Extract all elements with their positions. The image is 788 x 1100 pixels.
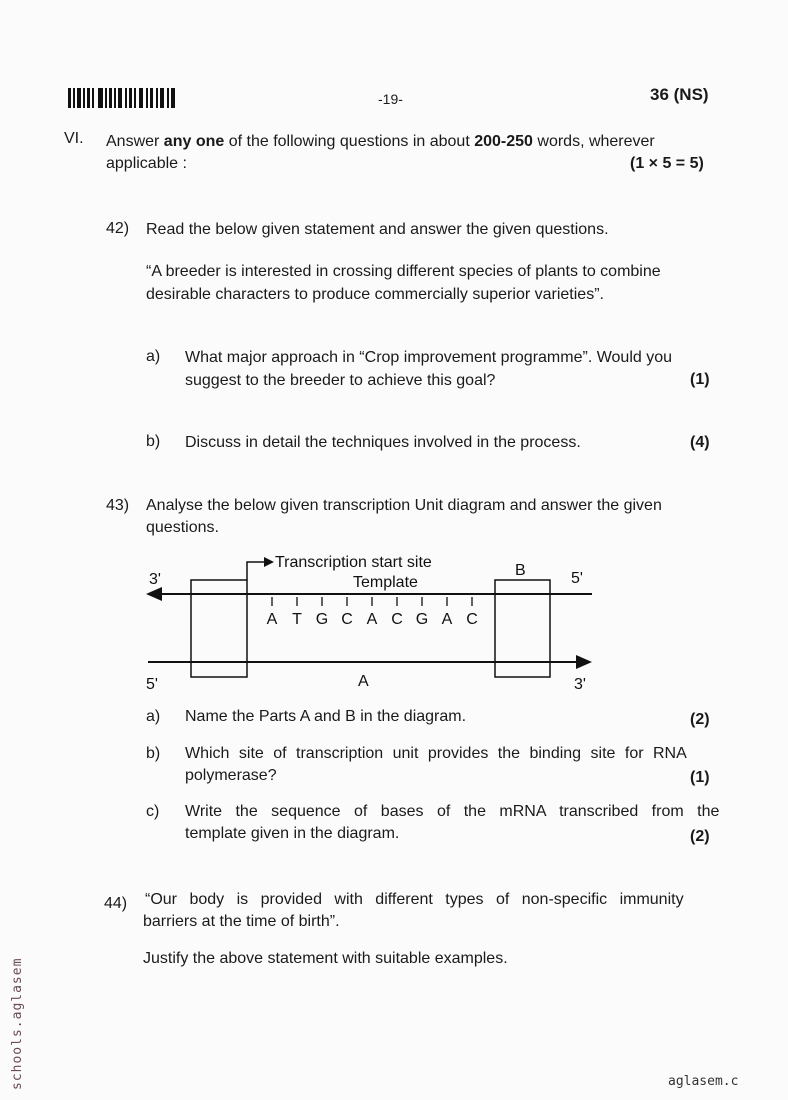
base-C: C <box>341 611 353 628</box>
label-a: A <box>358 673 369 690</box>
q43b-line2: polymerase? <box>185 767 277 784</box>
q42-text: Read the below given statement and answer the given questions. <box>146 221 609 238</box>
base-G: G <box>415 611 429 628</box>
q42a-marks: (1) <box>690 371 710 388</box>
q43-line2: questions. <box>146 519 219 536</box>
paper-code: 36 (NS) <box>650 85 709 104</box>
top-left-end: 3' <box>149 571 161 588</box>
start-site-arrowhead <box>264 557 274 567</box>
base-C: C <box>391 611 403 628</box>
barcode <box>68 88 178 108</box>
page-number: -19- <box>378 91 403 107</box>
q43-line1: Analyse the below given transcription Unit diagram and answer the given <box>146 497 662 514</box>
q42b-line1: Discuss in detail the techniques involved in the process. <box>185 434 581 451</box>
template-strand-arrowhead <box>146 587 162 601</box>
q42a-label: a) <box>146 348 161 365</box>
q42-quote-line2: desirable characters to produce commercially superior varieties”. <box>146 286 604 303</box>
section-instruction: Answer any one of the following questions in about 200-250 words, wherever <box>106 133 655 150</box>
template-bases <box>267 611 478 628</box>
section-instruction-line2: applicable : <box>106 155 187 172</box>
footer-watermark: aglasem.c <box>668 1074 739 1089</box>
q43c-marks: (2) <box>690 828 710 845</box>
q43a-marks: (2) <box>690 711 710 728</box>
q43b-label: b) <box>146 745 161 762</box>
q44-line2: barriers at the time of birth”. <box>143 913 340 930</box>
label-b: B <box>515 562 526 579</box>
q44-line3: Justify the above statement with suitable examples. <box>143 950 508 967</box>
bottom-right-end: 3' <box>574 676 586 693</box>
q43a-line1: Name the Parts A and B in the diagram. <box>185 708 467 725</box>
template-label: Template <box>353 574 418 591</box>
q43c-label: c) <box>146 803 160 820</box>
transcription-unit-diagram <box>140 548 610 698</box>
q43a-label: a) <box>146 708 161 725</box>
base-A: A <box>266 611 278 628</box>
base-T: T <box>292 611 302 628</box>
base-ticks <box>272 597 472 606</box>
start-site-label: Transcription start site <box>275 554 432 571</box>
q43c-line2: template given in the diagram. <box>185 825 400 842</box>
q42a-line1: What major approach in “Crop improvement programme”. Would you <box>185 349 673 366</box>
bottom-left-end: 5' <box>146 676 158 693</box>
q44-number: 44) <box>104 895 128 912</box>
section-numeral: VI. <box>64 130 84 147</box>
q42b-marks: (4) <box>690 434 710 451</box>
coding-strand-arrowhead <box>576 655 592 669</box>
q42-number: 42) <box>106 220 130 237</box>
q42a-line2: suggest to the breeder to achieve this goal? <box>185 372 496 389</box>
q44-line1: “Our body is provided with different types of non-specific immunity <box>145 891 684 908</box>
q43b-marks: (1) <box>690 769 710 786</box>
q43b-line1: Which site of transcription unit provides the binding site for RNA <box>185 745 687 762</box>
q43-number: 43) <box>106 497 130 514</box>
side-watermark: schools.aglasem <box>10 957 25 1090</box>
base-A: A <box>366 611 378 628</box>
q43c-line1: Write the sequence of bases of the mRNA transcribed from the <box>185 803 720 820</box>
section-marks: (1 × 5 = 5) <box>630 155 704 172</box>
base-A: A <box>441 611 453 628</box>
q42-quote-line1: “A breeder is interested in crossing different species of plants to combine <box>146 263 661 280</box>
top-right-end: 5' <box>571 570 583 587</box>
base-C: C <box>466 611 478 628</box>
base-G: G <box>315 611 329 628</box>
q42b-label: b) <box>146 433 161 450</box>
